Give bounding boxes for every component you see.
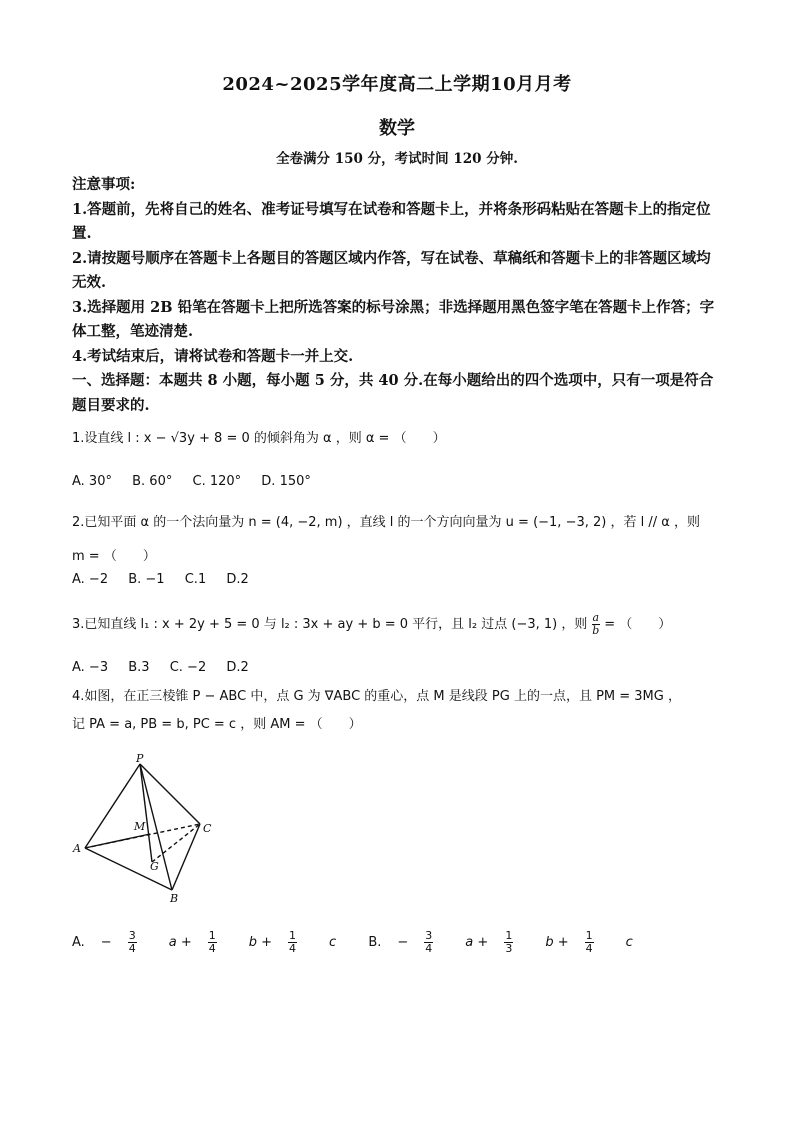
edge-ab <box>85 848 172 890</box>
q3-stem-text: 3.已知直线 l₁ : x + 2y + 5 = 0 与 l₂ : 3x + ay + b = 0 平行，且 l₂ 过点 (−3, 1) ，则 <box>72 617 588 632</box>
q1-option-b: B. 60° <box>132 474 173 489</box>
note-item-2: 2.请按题号顺序在答题卡上各题目的答题区域内作答，写在试卷、草稿纸和答题卡上的非答题区域均无效. <box>72 249 711 291</box>
label-b: B <box>170 892 179 905</box>
note-item-4: 4.考试结束后，请将试卷和答题卡一并上交. <box>72 347 354 365</box>
notes-section <box>72 173 722 418</box>
exam-title: 2024~2025学年度高二上学期10月月考 <box>222 74 572 95</box>
q3-option-c: C. −2 <box>169 660 207 675</box>
question-3-options <box>72 660 265 675</box>
edge-pa <box>85 764 140 848</box>
q4-option-a: A. − $\frac{3}{4}$ a + $\frac{1}{4}$ b + $\frac{1}{4}$ c <box>72 929 337 955</box>
q2-option-c: C.1 <box>184 572 207 587</box>
question-1-options <box>72 474 327 489</box>
label-p: P <box>136 752 144 765</box>
q3-fraction <box>592 612 601 637</box>
q1-option-a: A. 30° <box>72 474 112 489</box>
q3-frac-den: b <box>592 624 600 637</box>
question-1-stem: 1.设直线 l : x − √3y + 8 = 0 的倾斜角为 α ，则 α = （ ） <box>72 431 446 446</box>
question-4-options <box>72 930 649 955</box>
q1-option-d: D. 150° <box>261 474 311 489</box>
notes-heading: 注意事项: <box>72 176 136 193</box>
q3-stem-end: = （ ） <box>604 617 672 632</box>
label-a: A <box>73 842 81 855</box>
q2-option-d: D.2 <box>226 572 249 587</box>
question-3-stem <box>72 612 671 637</box>
q3-option-a: A. −3 <box>72 660 109 675</box>
edge-pc <box>140 764 200 824</box>
q3-option-d: D.2 <box>226 660 249 675</box>
section-1-instructions: 一、选择题：本题共 8 小题，每小题 5 分，共 40 分.在每小题给出的四个选项中，只有一项是符合题目要求的. <box>72 372 714 414</box>
note-item-3: 3.选择题用 2B 铅笔在答题卡上把所选答案的标号涂黑；非选择题用黑色签字笔在答题卡上作答；字体工整，笔迹清楚. <box>72 298 715 340</box>
tetrahedron-figure <box>70 752 220 907</box>
q1-option-c: C. 120° <box>192 474 242 489</box>
question-4-stem: 4.如图，在正三棱锥 P − ABC 中，点 G 为 ∇ABC 的重心，点 M 是线段 PG 上的一点，且 PM = 3MG ， <box>72 689 681 704</box>
question-2-stem-cont: m = （ ） <box>72 549 156 564</box>
label-c: C <box>203 822 212 835</box>
label-g: G <box>150 860 159 873</box>
label-m: M <box>134 820 146 833</box>
segment-pg <box>140 764 152 862</box>
edge-bc <box>172 824 200 890</box>
question-2-stem: 2.已知平面 α 的一个法向量为 n = (4, −2, m) ，直线 l 的一个方向向量为 u = (−1, −3, 2) ，若 l // α ，则 <box>72 515 700 530</box>
note-item-1: 1.答题前，先将自己的姓名、准考证号填写在试卷和答题卡上，并将条形码粘贴在答题卡上的指定位置. <box>72 200 711 242</box>
score-info: 全卷满分 150 分，考试时间 120 分钟. <box>276 151 518 167</box>
q2-option-a: A. −2 <box>72 572 109 587</box>
q3-option-b: B.3 <box>128 660 150 675</box>
q4-option-b: B. − $\frac{3}{4}$ a + $\frac{1}{3}$ b + $\frac{1}{4}$ c <box>368 929 633 955</box>
subject-title: 数学 <box>379 118 415 139</box>
q3-frac-num: a <box>592 611 600 624</box>
question-2-options <box>72 572 265 587</box>
q2-option-b: B. −1 <box>128 572 165 587</box>
question-4-stem-cont: 记 PA = a, PB = b, PC = c ，则 AM = （ ） <box>72 717 362 732</box>
